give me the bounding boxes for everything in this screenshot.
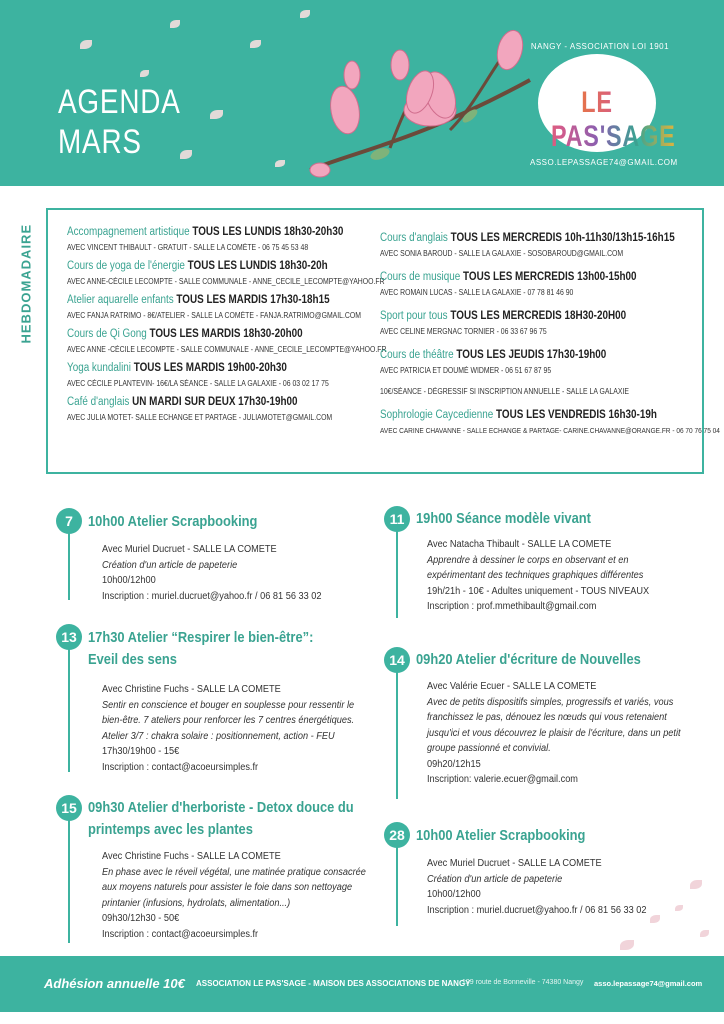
weekly-item-time: TOUS LES MARDIS 18h30-20h00: [149, 328, 303, 340]
event-host: Avec Valérie Ecuer - SALLE LA COMETE: [427, 681, 597, 692]
weekly-item-name: Cours de théâtre: [380, 349, 454, 361]
weekly-item-name: Cours de Qi Gong: [67, 328, 147, 340]
weekly-item-detail: 10€/SÉANCE - DÉGRESSIF SI INSCRIPTION ANNUELLE - SALLE LA GALAXIE: [380, 387, 629, 396]
petal-decoration: [140, 70, 149, 77]
event-time: 10h00/12h00: [102, 575, 156, 586]
petal-decoration: [210, 110, 223, 119]
weekly-item-time: TOUS LES LUNDIS 18h30-20h: [187, 260, 328, 272]
day-badge: 14: [384, 647, 410, 673]
event-description: groupe passionné et convivial.: [427, 743, 551, 754]
weekly-item: [380, 347, 724, 398]
event-host: Avec Christine Fuchs - SALLE LA COMETE: [102, 684, 281, 695]
weekly-item-time: TOUS LES JEUDIS 17h30-19h00: [456, 349, 607, 361]
weekly-item-name: Cours d'anglais: [380, 232, 448, 244]
weekly-item-time: TOUS LES MERCREDIS 18H30-20H00: [450, 310, 627, 322]
petal-decoration: [620, 940, 634, 950]
event-description: Apprendre à dessiner le corps en observant et en: [427, 554, 629, 566]
event-details: [427, 537, 668, 615]
event-title: 10h00 Atelier Scrapbooking: [416, 827, 586, 844]
weekly-label-text: HEBDOMADAIRE: [18, 223, 34, 344]
timeline-stem: [68, 530, 70, 600]
event-title-line2: printemps avec les plantes: [88, 821, 253, 838]
association-email: asso.lepassage74@gmail.com: [594, 979, 703, 988]
weekly-item-name: Atelier aquarelle enfants: [67, 294, 174, 306]
petal-decoration: [275, 160, 285, 167]
timeline-stem: [396, 669, 398, 799]
event-details: [427, 679, 703, 788]
weekly-item-detail: AVEC ROMAIN LUCAS - SALLE LA GALAXIE - 07 78 81 46 90: [380, 288, 574, 297]
weekly-item: [380, 269, 724, 299]
event-description: bien-être. 7 ateliers pour renforcer les 7 centres énergétiques.: [102, 715, 355, 726]
event-details: [102, 849, 389, 942]
logo-wordmark-text: LE PAS'SAGE: [550, 86, 676, 153]
weekly-item-time: TOUS LES MARDIS 19h00-20h30: [133, 362, 287, 374]
event-title: 17h30 Atelier “Respirer le bien-être”:: [88, 629, 314, 646]
weekly-item-time: TOUS LES MARDIS 17h30-18h15: [176, 294, 330, 306]
weekly-section-label: [14, 223, 38, 348]
title-line-agenda: AGENDA: [58, 83, 181, 121]
event-time: 09h20/12h15: [427, 758, 481, 770]
footer-banner: [0, 956, 724, 1012]
timeline-stem: [68, 817, 70, 943]
timeline-stem: [68, 646, 70, 772]
event-title: 09h30 Atelier d'herboriste - Detox douce du: [88, 799, 354, 816]
weekly-item-name: Yoga kundalini: [67, 362, 131, 374]
event-registration: Inscription : muriel.ducruet@yahoo.fr / 06 81 56 33 02: [102, 590, 322, 602]
weekly-item-name: Cours de yoga de l'énergie: [67, 260, 185, 272]
event-details: [427, 856, 666, 918]
association-address: 199 route de Bonneville - 74380 Nangy: [462, 979, 584, 986]
weekly-item-detail: AVEC CÉCILE PLANTEVIN- 16€/LA SÉANCE - SALLE LA GALAXIE - 06 03 02 17 75: [67, 379, 329, 388]
weekly-item-detail: AVEC ANNE -CÉCILE LECOMPTE - SALLE COMMUNALE - ANNE_CECILE_LECOMPTE@YAHOO.FR: [67, 345, 387, 354]
weekly-item-time: TOUS LES LUNDIS 18h30-20h30: [192, 226, 344, 238]
event-description: printanier (infusions, hydrolats, alimentation...): [102, 897, 291, 909]
event-host: Avec Christine Fuchs - SALLE LA COMETE: [102, 851, 281, 862]
association-name: ASSOCIATION LE PAS'SAGE - MAISON DES ASSOCIATIONS DE NANGY: [196, 979, 471, 988]
event-registration: Inscription : contact@acoeursimples.fr: [102, 928, 259, 940]
page-title: [58, 82, 181, 162]
event-description: En phase avec le réveil végétal, une matinée pratique consacrée: [102, 866, 366, 878]
event-registration: Inscription: valerie.ecuer@gmail.com: [427, 774, 578, 785]
event-host: Avec Natacha Thibault - SALLE LA COMETE: [427, 539, 612, 550]
petal-decoration: [180, 150, 192, 159]
weekly-column-right: [380, 230, 724, 441]
petal-decoration: [650, 915, 660, 923]
event-title-line2: Eveil des sens: [88, 651, 177, 668]
day-badge: 13: [56, 624, 82, 650]
weekly-item-detail: AVEC ANNE-CÉCILE LECOMPTE - SALLE COMMUNALE - ANNE_CECILE_LECOMPTE@YAHOO.FR: [67, 277, 385, 286]
day-badge: 7: [56, 508, 82, 534]
event-title: 10h00 Atelier Scrapbooking: [88, 513, 258, 530]
petal-decoration: [675, 905, 683, 911]
petal-decoration: [690, 880, 702, 889]
petal-decoration: [300, 10, 310, 18]
event-time: 09h30/12h30 - 50€: [102, 913, 180, 924]
event-details: [102, 682, 376, 775]
event-registration: Inscription : muriel.ducruet@yahoo.fr / 06 81 56 33 02: [427, 904, 647, 916]
event-description: Sentir en conscience et bouger en souplesse pour ressentir le: [102, 699, 355, 711]
weekly-item-time: TOUS LES MERCREDIS 13h00-15h00: [463, 271, 637, 283]
weekly-item-detail: AVEC VINCENT THIBAULT - GRATUIT - SALLE LA COMÈTE - 06 75 45 53 48: [67, 243, 309, 252]
logo-wordmark: [550, 86, 676, 154]
association-logo: [530, 40, 678, 170]
petal-decoration: [700, 930, 709, 937]
event-title: 19h00 Séance modèle vivant: [416, 510, 591, 527]
weekly-item-time: TOUS LES VENDREDIS 16h30-19h: [496, 409, 657, 421]
weekly-item-time: UN MARDI SUR DEUX 17h30-19h00: [132, 396, 298, 408]
weekly-item-detail: AVEC JULIA MOTET- SALLE ECHANGE ET PARTAGE - JULIAMOTET@GMAIL.COM: [67, 413, 333, 422]
weekly-item-detail: AVEC SONIA BAROUD - SALLE LA GALAXIE - SOSOBAROUD@GMAIL.COM: [380, 249, 624, 258]
event-description: expérimentant des techniques graphiques différentes: [427, 570, 644, 581]
logo-top-text: NANGY - ASSOCIATION LOI 1901: [530, 42, 670, 51]
weekly-item: [380, 407, 724, 437]
header-banner: [0, 0, 724, 186]
event-description: franchissez le pas, dénouez les nœuds qui vous retenaient: [427, 712, 667, 723]
day-badge: 28: [384, 822, 410, 848]
event-title: 09h20 Atelier d'écriture de Nouvelles: [416, 651, 641, 668]
weekly-item-detail: AVEC PATRICIA ET DOUMÉ WIDMER - 06 51 67 87 95: [380, 366, 552, 375]
logo-email-text: ASSO.LEPASSAGE74@GMAIL.COM: [530, 158, 678, 167]
petal-decoration: [250, 40, 261, 48]
event-description: jusqu'ici et vous découvrez le plaisir de l'écriture, dans un petit: [427, 727, 681, 739]
weekly-item-name: Café d'anglais: [67, 396, 130, 408]
weekly-item: [380, 230, 724, 260]
timeline-stem: [396, 844, 398, 926]
magnolia-branch-illustration: [300, 20, 540, 186]
event-registration: Inscription : contact@acoeursimples.fr: [102, 761, 259, 773]
event-host: Avec Muriel Ducruet - SALLE LA COMETE: [427, 858, 602, 869]
timeline-stem: [396, 528, 398, 618]
weekly-item-name: Sophrologie Caycedienne: [380, 409, 494, 421]
weekly-item-name: Cours de musique: [380, 271, 461, 283]
event-description: Avec de petits dispositifs simples, progressifs et variés, vous: [427, 696, 674, 708]
day-badge: 11: [384, 506, 410, 532]
event-details: [102, 542, 341, 604]
weekly-item-name: Accompagnement artistique: [67, 226, 190, 238]
petal-decoration: [170, 20, 180, 28]
petal-decoration: [80, 40, 92, 49]
weekly-item-detail: AVEC FANJA RATRIMO - 8€/ATELIER - SALLE LA COMÈTE - FANJA.RATRIMO@GMAIL.COM: [67, 311, 361, 320]
weekly-item: [380, 308, 724, 338]
title-line-month: MARS: [58, 123, 142, 161]
event-host: Avec Muriel Ducruet - SALLE LA COMETE: [102, 544, 277, 555]
event-description: Atelier 3/7 : chakra solaire : positionnement, action - FEU: [102, 730, 335, 742]
event-time: 10h00/12h00: [427, 889, 481, 900]
weekly-schedule-box: [46, 208, 720, 474]
event-time: 19h/21h - 10€ - Adultes uniquement - TOUS NIVEAUX: [427, 585, 650, 597]
event-description: aux moyens naturels pour assister le foie dans son nettoyage: [102, 882, 353, 893]
weekly-item-detail: AVEC CELINE MERGNAC TORNIER - 06 33 67 96 75: [380, 327, 547, 336]
day-badge: 15: [56, 795, 82, 821]
membership-fee: Adhésion annuelle 10€: [44, 976, 185, 991]
weekly-item-detail: AVEC CARINE CHAVANNE - SALLE ECHANGE & PARTAGE- CARINE.CHAVANNE@ORANGE.FR - 06 70 76 75 04: [380, 426, 720, 435]
event-description: Création d'un article de papeterie: [427, 873, 563, 885]
event-registration: Inscription : prof.mmethibault@gmail.com: [427, 601, 597, 612]
weekly-item-name: Sport pour tous: [380, 310, 448, 322]
weekly-item-time: TOUS LES MERCREDIS 10h-11h30/13h15-16h15: [450, 232, 675, 244]
event-description: Création d'un article de papeterie: [102, 559, 238, 571]
event-time: 17h30/19h00 - 15€: [102, 746, 180, 757]
